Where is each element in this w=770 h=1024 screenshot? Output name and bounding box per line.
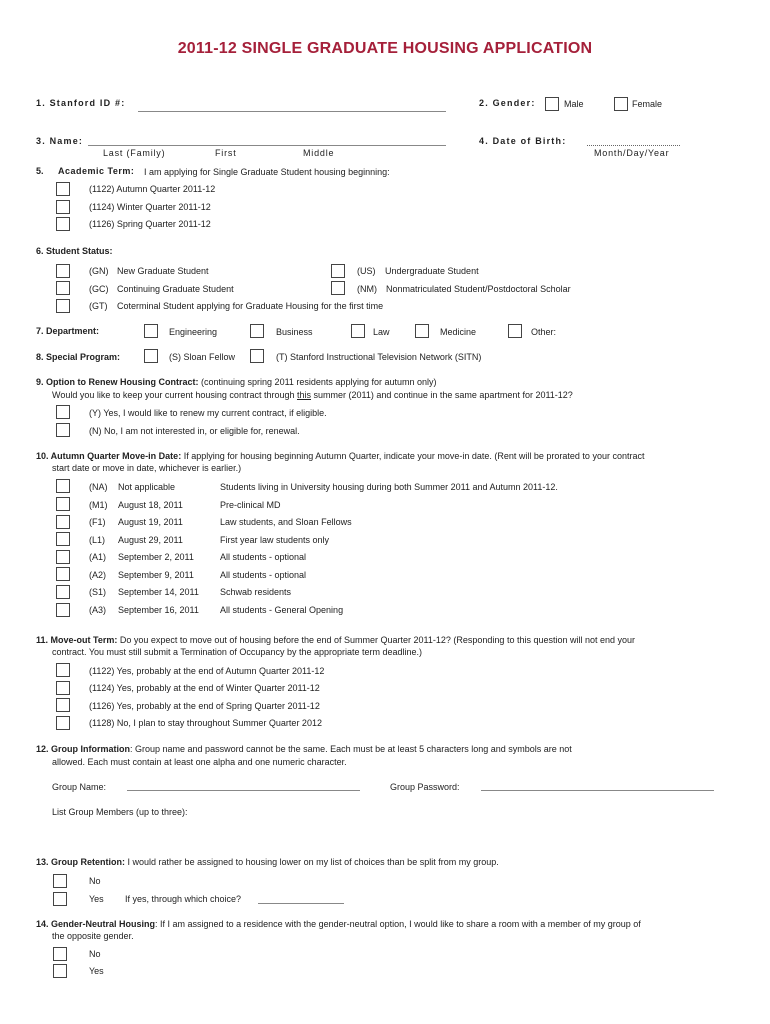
dept-other-checkbox[interactable] xyxy=(508,324,522,338)
dept-engineering-label: Engineering xyxy=(169,327,218,337)
program-sloan-checkbox[interactable] xyxy=(144,349,158,363)
group-name-label: Group Name: xyxy=(52,782,107,792)
program-sitn-label: (T) Stanford Instructional Television Network (SITN) xyxy=(276,352,482,362)
term-spring-checkbox[interactable] xyxy=(56,217,70,231)
movein-text2: start date or move in date, whichever is earlier.) xyxy=(52,463,242,473)
dob-label: 4. Date of Birth: xyxy=(479,136,567,146)
renew-no-checkbox[interactable] xyxy=(56,423,70,437)
status-gn-label: New Graduate Student xyxy=(117,266,209,276)
gender-label: 2. Gender: xyxy=(479,98,536,108)
movein-l1-date: August 29, 2011 xyxy=(118,535,183,545)
movein-m1-checkbox[interactable] xyxy=(56,497,70,511)
movein-na-date: Not applicable xyxy=(118,482,176,492)
term-winter-checkbox[interactable] xyxy=(56,200,70,214)
gender-male-checkbox[interactable] xyxy=(545,97,559,111)
status-gt-label: Coterminal Student applying for Graduate Housing for the first time xyxy=(117,301,384,311)
renew-paren: (continuing spring 2011 residents applying for autumn only) xyxy=(201,377,437,387)
name-label: 3. Name: xyxy=(36,136,84,146)
movein-a1-checkbox[interactable] xyxy=(56,550,70,564)
dept-medicine-checkbox[interactable] xyxy=(415,324,429,338)
group-retention-text: I would rather be assigned to housing lower on my list of choices than be split from my group. xyxy=(127,857,499,867)
status-us-checkbox[interactable] xyxy=(331,264,345,278)
term-spring-label: (1126) Spring Quarter 2011-12 xyxy=(89,219,211,229)
moveout-winter-label: (1124) Yes, probably at the end of Winter Quarter 2011-12 xyxy=(89,683,320,693)
movein-a1-code: (A1) xyxy=(89,552,107,562)
gender-neutral-yes-label: Yes xyxy=(89,966,104,976)
moveout-heading xyxy=(36,635,635,645)
group-retention-heading xyxy=(36,857,499,867)
retention-yes-label: Yes xyxy=(89,894,104,904)
retention-yes-checkbox[interactable] xyxy=(53,892,67,906)
status-gc-label: Continuing Graduate Student xyxy=(117,284,234,294)
page-title: 2011-12 SINGLE GRADUATE HOUSING APPLICATION xyxy=(177,40,593,57)
retention-no-checkbox[interactable] xyxy=(53,874,67,888)
gender-neutral-yes-checkbox[interactable] xyxy=(53,964,67,978)
stanford-id-field[interactable] xyxy=(138,111,446,112)
moveout-label: 11. Move-out Term: xyxy=(36,635,118,645)
status-gt-code: (GT) xyxy=(89,301,108,311)
group-name-field[interactable] xyxy=(127,790,360,791)
movein-a3-desc: All students - General Opening xyxy=(220,605,344,615)
movein-f1-code: (F1) xyxy=(89,517,106,527)
movein-m1-date: August 18, 2011 xyxy=(118,500,183,510)
movein-na-desc: Students living in University housing during both Summer 2011 and Autumn 2011-12. xyxy=(220,482,558,492)
status-nm-checkbox[interactable] xyxy=(331,281,345,295)
group-retention-label: 13. Group Retention: xyxy=(36,857,126,867)
movein-a3-code: (A3) xyxy=(89,605,107,615)
moveout-text2: contract. You must still submit a Termination of Occupancy by the appropriate term deadline.) xyxy=(52,647,423,657)
movein-l1-desc: First year law students only xyxy=(220,535,330,545)
status-us-label: Undergraduate Student xyxy=(385,266,479,276)
group-info-text2: allowed. Each must contain at least one alpha and one numeric character. xyxy=(52,757,347,767)
dept-other-label: Other: xyxy=(531,327,557,337)
status-gt-checkbox[interactable] xyxy=(56,299,70,313)
movein-f1-date: August 19, 2011 xyxy=(118,517,183,527)
moveout-summer-checkbox[interactable] xyxy=(56,716,70,730)
renew-question-pre: Would you like to keep your current housing contract through xyxy=(52,390,297,400)
movein-a1-desc: All students - optional xyxy=(220,552,307,562)
movein-heading xyxy=(36,451,644,461)
gender-neutral-no-checkbox[interactable] xyxy=(53,947,67,961)
movein-s1-checkbox[interactable] xyxy=(56,585,70,599)
status-gc-code: (GC) xyxy=(89,284,109,294)
movein-a2-date: September 9, 2011 xyxy=(118,570,194,580)
dept-medicine-label: Medicine xyxy=(440,327,477,337)
dept-engineering-checkbox[interactable] xyxy=(144,324,158,338)
gender-neutral-heading xyxy=(36,919,641,929)
academic-term-text: I am applying for Single Graduate Student housing beginning: xyxy=(144,167,390,177)
dept-law-label: Law xyxy=(373,327,390,337)
gender-neutral-text1: : If I am assigned to a residence with the gender-neutral option, I would like to share a room with a member of my group of xyxy=(155,919,641,929)
renew-question xyxy=(52,390,573,400)
renew-yes-label: (Y) Yes, I would like to renew my current contract, if eligible. xyxy=(89,408,327,418)
dept-business-label: Business xyxy=(276,327,313,337)
movein-m1-desc: Pre-clinical MD xyxy=(220,500,281,510)
movein-na-checkbox[interactable] xyxy=(56,479,70,493)
gender-female-label: Female xyxy=(632,99,663,109)
moveout-summer-label: (1128) No, I plan to stay throughout Summer Quarter 2012 xyxy=(89,718,322,728)
moveout-autumn-checkbox[interactable] xyxy=(56,663,70,677)
academic-term-num: 5. xyxy=(36,166,44,176)
status-gc-checkbox[interactable] xyxy=(56,281,70,295)
department-label: 7. Department: xyxy=(36,326,100,336)
status-gn-checkbox[interactable] xyxy=(56,264,70,278)
movein-a2-checkbox[interactable] xyxy=(56,567,70,581)
group-info-heading xyxy=(36,744,572,754)
movein-na-code: (NA) xyxy=(89,482,108,492)
renew-label: 9. Option to Renew Housing Contract: xyxy=(36,377,199,387)
gender-neutral-label: 14. Gender-Neutral Housing xyxy=(36,919,156,929)
retention-choice-field[interactable] xyxy=(258,903,344,904)
moveout-text1: Do you expect to move out of housing before the end of Summer Quarter 2011-12? (Responding to this question will not end your xyxy=(119,635,636,645)
movein-s1-code: (S1) xyxy=(89,587,107,597)
status-us-code: (US) xyxy=(357,266,376,276)
movein-a2-code: (A2) xyxy=(89,570,107,580)
retention-no-label: No xyxy=(89,876,101,886)
gender-male-label: Male xyxy=(564,99,584,109)
movein-l1-code: (L1) xyxy=(89,535,106,545)
movein-a3-checkbox[interactable] xyxy=(56,603,70,617)
moveout-autumn-label: (1122) Yes, probably at the end of Autumn Quarter 2011-12 xyxy=(89,666,325,676)
term-autumn-label: (1122) Autumn Quarter 2011-12 xyxy=(89,184,216,194)
renew-no-label: (N) No, I am not interested in, or eligible for, renewal. xyxy=(89,426,300,436)
moveout-spring-checkbox[interactable] xyxy=(56,698,70,712)
gender-neutral-text2: the opposite gender. xyxy=(52,931,134,941)
dept-law-checkbox[interactable] xyxy=(351,324,365,338)
status-nm-label: Nonmatriculated Student/Postdoctoral Scholar xyxy=(386,284,571,294)
movein-l1-checkbox[interactable] xyxy=(56,532,70,546)
special-program-label: 8. Special Program: xyxy=(36,352,121,362)
gender-female-checkbox[interactable] xyxy=(614,97,628,111)
academic-term-label: Academic Term: xyxy=(58,166,135,176)
movein-s1-date: September 14, 2011 xyxy=(118,587,199,597)
renew-question-post: summer (2011) and continue in the same apartment for 2011-12? xyxy=(311,390,573,400)
renew-question-emphasis: this xyxy=(296,390,311,400)
name-middle-hint: Middle xyxy=(303,148,335,158)
stanford-id-label: 1. Stanford ID #: xyxy=(36,98,126,108)
program-sitn-checkbox[interactable] xyxy=(250,349,264,363)
movein-m1-code: (M1) xyxy=(89,500,108,510)
group-password-label: Group Password: xyxy=(390,782,460,792)
status-nm-code: (NM) xyxy=(357,284,377,294)
movein-text1: If applying for housing beginning Autumn Quarter, indicate your move-in date. (Rent will be prorated to your contract xyxy=(183,451,645,461)
movein-label: 10. Autumn Quarter Move-in Date: xyxy=(36,451,182,461)
dob-hint: Month/Day/Year xyxy=(594,148,670,158)
movein-a3-date: September 16, 2011 xyxy=(118,605,199,615)
group-members-label: List Group Members (up to three): xyxy=(52,807,188,817)
dob-field[interactable] xyxy=(587,145,680,146)
status-gn-code: (GN) xyxy=(89,266,109,276)
student-status-label: 6. Student Status: xyxy=(36,246,113,256)
movein-a2-desc: All students - optional xyxy=(220,570,307,580)
group-info-label: 12. Group Information xyxy=(36,744,131,754)
gender-neutral-no-label: No xyxy=(89,949,101,959)
movein-s1-desc: Schwab residents xyxy=(220,587,292,597)
name-field[interactable] xyxy=(88,145,446,146)
renew-heading xyxy=(36,377,437,387)
retention-followup-label: If yes, through which choice? xyxy=(125,894,242,904)
group-password-field[interactable] xyxy=(481,790,714,791)
term-autumn-checkbox[interactable] xyxy=(56,182,70,196)
dept-business-checkbox[interactable] xyxy=(250,324,264,338)
renew-yes-checkbox[interactable] xyxy=(56,405,70,419)
movein-a1-date: September 2, 2011 xyxy=(118,552,194,562)
movein-f1-checkbox[interactable] xyxy=(56,515,70,529)
moveout-winter-checkbox[interactable] xyxy=(56,681,70,695)
moveout-spring-label: (1126) Yes, probably at the end of Spring Quarter 2011-12 xyxy=(89,701,320,711)
name-first-hint: First xyxy=(215,148,237,158)
term-winter-label: (1124) Winter Quarter 2011-12 xyxy=(89,202,211,212)
program-sloan-label: (S) Sloan Fellow xyxy=(169,352,236,362)
movein-f1-desc: Law students, and Sloan Fellows xyxy=(220,517,352,527)
name-last-hint: Last (Family) xyxy=(103,148,166,158)
group-info-text1: : Group name and password cannot be the same. Each must be at least 5 characters long and symbols are not xyxy=(130,744,572,754)
